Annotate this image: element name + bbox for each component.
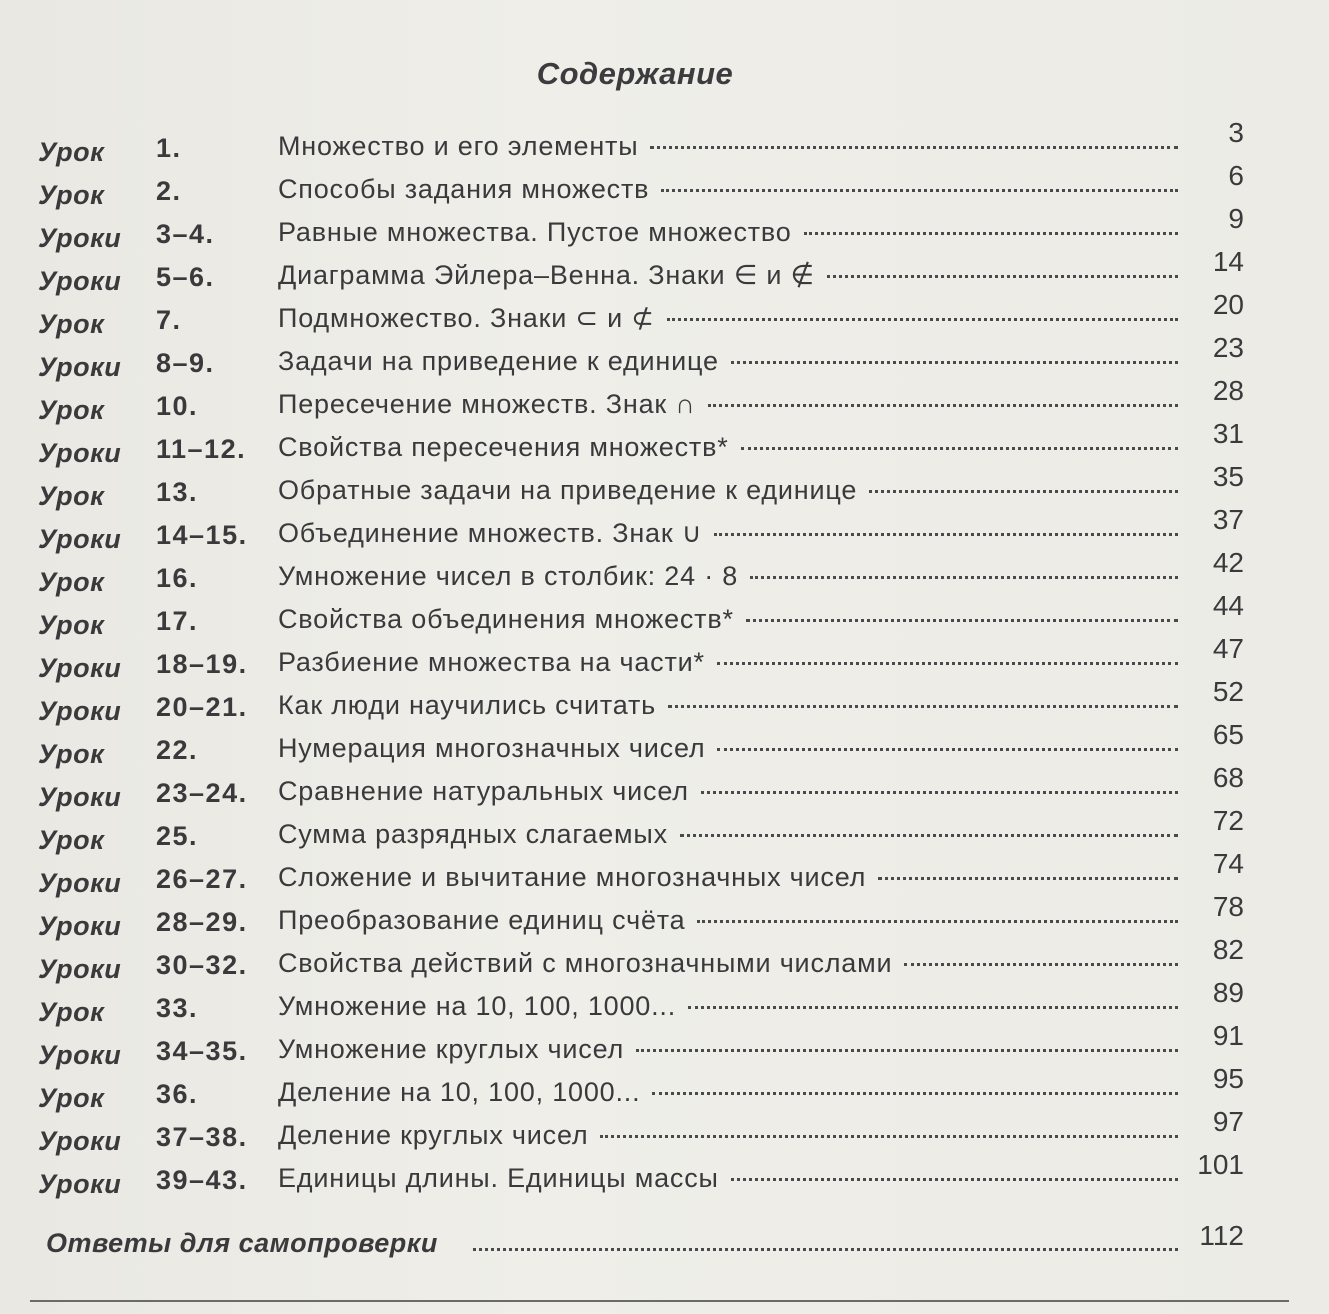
lesson-number: 16.	[156, 563, 199, 593]
page-number: 52	[1212, 676, 1244, 707]
lesson-kind: Урок	[38, 997, 105, 1027]
lesson-line	[278, 346, 1178, 377]
toc-entry[interactable]	[38, 676, 1268, 726]
toc-entries	[38, 117, 1268, 1199]
toc-entry[interactable]	[38, 1063, 1268, 1113]
leader-dots	[804, 232, 1178, 235]
page-number: 82	[1212, 934, 1244, 965]
lesson-number: 18–19.	[156, 649, 248, 679]
lesson-line	[278, 518, 1178, 549]
lesson-title: Объединение множеств. Знак ∪	[278, 518, 703, 548]
lesson-number: 3–4.	[156, 219, 215, 249]
toc-entry[interactable]	[38, 461, 1268, 511]
lesson-title: Как люди научились считать	[278, 690, 657, 720]
lesson-kind: Урок	[38, 137, 105, 167]
lesson-kind: Уроки	[38, 653, 122, 683]
bottom-rule	[30, 1300, 1289, 1302]
leader-dots	[717, 662, 1178, 665]
lesson-title: Множество и его элементы	[278, 131, 639, 161]
toc-entry[interactable]	[38, 848, 1268, 898]
leader-dots	[731, 1178, 1178, 1181]
lesson-line	[278, 174, 1178, 205]
toc-entry[interactable]	[38, 246, 1268, 296]
lesson-number: 5–6.	[156, 262, 215, 292]
lesson-line	[278, 733, 1178, 764]
toc-entry[interactable]	[38, 891, 1268, 941]
page-number: 20	[1212, 289, 1244, 320]
lesson-number: 23–24.	[156, 778, 248, 808]
lesson-line	[278, 1163, 1178, 1194]
toc-entry[interactable]	[38, 633, 1268, 683]
leader-dots	[650, 146, 1178, 149]
toc-entry[interactable]	[38, 289, 1268, 339]
lesson-kind: Урок	[38, 481, 105, 511]
page-number: 37	[1212, 504, 1244, 535]
lesson-title: Нумерация многозначных чисел	[278, 733, 706, 763]
lesson-number: 26–27.	[156, 864, 248, 894]
leader-dots	[688, 1006, 1178, 1009]
lesson-line	[278, 776, 1178, 807]
leader-dots	[714, 533, 1178, 536]
page-number: 78	[1212, 891, 1244, 922]
page-number: 97	[1212, 1106, 1244, 1137]
lesson-line	[278, 475, 1178, 506]
toc-entry-answers[interactable]	[38, 1210, 1268, 1270]
lesson-title: Деление круглых чисел	[278, 1120, 589, 1150]
page-number: 44	[1212, 590, 1244, 621]
toc-entry[interactable]	[38, 762, 1268, 812]
toc-entry[interactable]	[38, 1106, 1268, 1156]
lesson-kind: Уроки	[38, 782, 122, 812]
lesson-title: Деление на 10, 100, 1000...	[278, 1077, 641, 1107]
lesson-number: 14–15.	[156, 520, 248, 550]
toc-entry[interactable]	[38, 719, 1268, 769]
lesson-kind: Уроки	[38, 868, 122, 898]
toc-entry[interactable]	[38, 375, 1268, 425]
lesson-line	[278, 647, 1178, 678]
page-number: 101	[1197, 1149, 1244, 1180]
lesson-number: 25.	[156, 821, 199, 851]
lesson-number: 7.	[156, 305, 182, 335]
lesson-number: 39–43.	[156, 1165, 248, 1195]
lesson-line	[278, 690, 1178, 721]
lesson-number: 33.	[156, 993, 199, 1023]
lesson-title: Единицы длины. Единицы массы	[278, 1163, 719, 1193]
leader-dots	[827, 275, 1178, 278]
lesson-title: Равные множества. Пустое множество	[278, 217, 792, 247]
lesson-title: Обратные задачи на приведение к единице	[278, 475, 858, 505]
leader-dots	[473, 1248, 1178, 1251]
lesson-number: 17.	[156, 606, 199, 636]
toc-entry[interactable]	[38, 117, 1268, 167]
page-number: 31	[1212, 418, 1244, 449]
leader-dots	[652, 1092, 1178, 1095]
lesson-kind: Урок	[38, 610, 105, 640]
page-number: 14	[1212, 246, 1244, 277]
leader-dots	[869, 490, 1178, 493]
leader-dots	[661, 189, 1178, 192]
toc-entry[interactable]	[38, 590, 1268, 640]
lesson-line	[278, 389, 1178, 420]
lesson-line	[278, 561, 1178, 592]
toc-entry[interactable]	[38, 160, 1268, 210]
lesson-kind: Урок	[38, 180, 105, 210]
page-number: 23	[1212, 332, 1244, 363]
lesson-title: Сумма разрядных слагаемых	[278, 819, 668, 849]
lesson-number: 11–12.	[156, 434, 247, 464]
lesson-title: Умножение на 10, 100, 1000...	[278, 991, 676, 1021]
lesson-kind: Уроки	[38, 1169, 122, 1199]
lesson-kind: Урок	[38, 309, 105, 339]
lesson-kind: Уроки	[38, 954, 122, 984]
lesson-title: Свойства действий с многозначными числами	[278, 948, 893, 978]
lesson-number: 8–9.	[156, 348, 215, 378]
lesson-title: Преобразование единиц счёта	[278, 905, 686, 935]
leader-dots	[600, 1135, 1178, 1138]
toc-entry[interactable]	[38, 977, 1268, 1027]
lesson-kind: Уроки	[38, 223, 122, 253]
leader-dots	[680, 834, 1178, 837]
lesson-kind: Уроки	[38, 696, 122, 726]
lesson-title: Задачи на приведение к единице	[278, 346, 719, 376]
lesson-number: 28–29.	[156, 907, 248, 937]
lesson-line	[278, 1034, 1178, 1065]
lesson-title: Свойства пересечения множеств*	[278, 432, 729, 462]
lesson-line	[278, 432, 1178, 463]
leader-dots	[701, 791, 1178, 794]
lesson-line	[278, 862, 1178, 893]
toc-entry[interactable]	[38, 332, 1268, 382]
page-number: 74	[1212, 848, 1244, 879]
leader-dots	[697, 920, 1178, 923]
lesson-line	[278, 905, 1178, 936]
page-number: 6	[1228, 160, 1244, 191]
toc-entry[interactable]	[38, 1149, 1268, 1199]
page-number: 3	[1228, 117, 1244, 148]
lesson-line	[278, 131, 1178, 162]
answers-page-number: 112	[1199, 1220, 1244, 1251]
page-number: 47	[1212, 633, 1244, 664]
page-number: 65	[1212, 719, 1244, 750]
lesson-title: Умножение чисел в столбик: 24 · 8	[278, 561, 739, 591]
lesson-number: 13.	[156, 477, 199, 507]
page-number: 42	[1212, 547, 1244, 578]
lesson-kind: Уроки	[38, 524, 122, 554]
leader-dots	[904, 963, 1178, 966]
lesson-kind: Урок	[38, 567, 105, 597]
lesson-title: Сложение и вычитание многозначных чисел	[278, 862, 867, 892]
leader-dots	[741, 447, 1178, 450]
lesson-title: Диаграмма Эйлера–Венна. Знаки ∈ и ∉	[278, 260, 815, 290]
lesson-number: 30–32.	[156, 950, 248, 980]
lesson-number: 1.	[156, 133, 182, 163]
lesson-title: Разбиение множества на части*	[278, 647, 705, 677]
lesson-kind: Уроки	[38, 1126, 122, 1156]
lesson-line	[278, 1077, 1178, 1108]
leader-dots	[878, 877, 1178, 880]
toc-entry[interactable]	[38, 934, 1268, 984]
answers-label: Ответы для самопроверки	[46, 1228, 438, 1258]
lesson-kind: Уроки	[38, 1040, 122, 1070]
lesson-number: 36.	[156, 1079, 199, 1109]
page-number: 9	[1228, 203, 1244, 234]
page-number: 89	[1212, 977, 1244, 1008]
lesson-number: 34–35.	[156, 1036, 248, 1066]
page-number: 28	[1212, 375, 1244, 406]
toc-entry[interactable]	[38, 418, 1268, 468]
lesson-line	[278, 819, 1178, 850]
leader-dots	[667, 318, 1178, 321]
leader-dots	[746, 619, 1178, 622]
leader-dots	[668, 705, 1178, 708]
lesson-line	[278, 604, 1178, 635]
lesson-kind: Уроки	[38, 352, 122, 382]
page-number: 35	[1212, 461, 1244, 492]
table-of-contents	[38, 117, 1268, 1270]
lesson-number: 37–38.	[156, 1122, 248, 1152]
toc-entry[interactable]	[38, 805, 1268, 855]
lesson-kind: Урок	[38, 739, 105, 769]
lesson-number: 20–21.	[156, 692, 248, 722]
lesson-kind: Уроки	[38, 266, 122, 296]
lesson-line	[278, 1120, 1178, 1151]
page-number: 95	[1212, 1063, 1244, 1094]
lesson-kind: Урок	[38, 825, 105, 855]
toc-entry[interactable]	[38, 203, 1268, 253]
lesson-line	[278, 260, 1178, 291]
lesson-kind: Урок	[38, 1083, 105, 1113]
page-number: 72	[1212, 805, 1244, 836]
leader-dots	[717, 748, 1178, 751]
leader-dots	[708, 404, 1179, 407]
lesson-title: Умножение круглых чисел	[278, 1034, 625, 1064]
lesson-number: 10.	[156, 391, 199, 421]
lesson-title: Подмножество. Знаки ⊂ и ⊄	[278, 303, 655, 333]
lesson-title: Пересечение множеств. Знак ∩	[278, 389, 696, 419]
toc-entry[interactable]	[38, 547, 1268, 597]
page-title: Содержание	[536, 56, 734, 91]
lesson-kind: Уроки	[38, 438, 122, 468]
lesson-title: Сравнение натуральных чисел	[278, 776, 689, 806]
lesson-kind: Урок	[38, 395, 105, 425]
lesson-title: Способы задания множеств	[278, 174, 650, 204]
page-number: 91	[1212, 1020, 1244, 1051]
lesson-title: Свойства объединения множеств*	[278, 604, 734, 634]
toc-entry[interactable]	[38, 504, 1268, 554]
lesson-line	[278, 217, 1178, 248]
lesson-kind: Уроки	[38, 911, 122, 941]
lesson-line	[278, 991, 1178, 1022]
leader-dots	[731, 361, 1178, 364]
lesson-line	[278, 303, 1178, 334]
page-number: 68	[1212, 762, 1244, 793]
lesson-number: 2.	[156, 176, 182, 206]
toc-entry[interactable]	[38, 1020, 1268, 1070]
lesson-number: 22.	[156, 735, 199, 765]
leader-dots	[750, 576, 1178, 579]
lesson-line	[278, 948, 1178, 979]
leader-dots	[636, 1049, 1178, 1052]
